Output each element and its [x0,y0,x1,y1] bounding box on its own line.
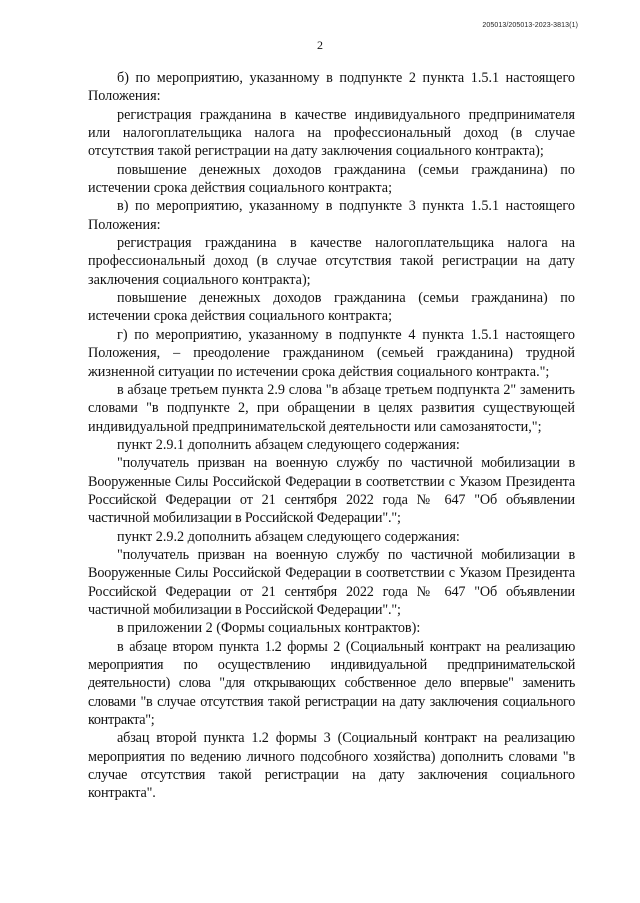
paragraph-2-9-1-text: "получатель призван на военную службу по частичной мобилизации в Вооруженные Силы Российской Федерации в соответствии с Указом Президента Российской Федерации от 21 сентября 2022 года № 647 "Об объявлении частичной мобилизации в Российской Федерации"."; [88,455,575,527]
paragraph-2-9-2-text: "получатель призван на военную службу по частичной мобилизации в Вооруженные Силы Российской Федерации в соответствии с Указом Президента Российской Федерации от 21 сентября 2022 года № 647 "Об объявлении частичной мобилизации в Российской Федерации"."; [88,546,575,618]
paragraph-b-income: повышение денежных доходов гражданина (семьи гражданина) по истечении срока действия социального контракта; [88,161,575,197]
paragraph-g: г) по мероприятию, указанному в подпункте 4 пункта 1.5.1 настоящего Положения, – преодоление гражданином (семьей гражданина) трудной жизненной ситуации по истечении срока действия социального контракта."; [88,326,575,380]
paragraph-appendix-2: в приложении 2 (Формы социальных контрактов): [117,620,421,637]
paragraph-v-income: повышение денежных доходов гражданина (семьи гражданина) по истечении срока действия социального контракта; [88,290,575,325]
paragraph-b-registration: регистрация гражданина в качестве индивидуального предпринимателя или налогоплательщика налога на профессиональный доход (в случае отсутствия такой регистрации на дату заключения социального контракта); [88,106,575,160]
paragraph-2-9-1-intro: пункт 2.9.1 дополнить абзацем следующего содержания: [117,436,460,453]
paragraph-v-intro: в) по мероприятию, указанному в подпункте 3 пункта 1.5.1 настоящего Положения: [88,198,575,233]
document-id: 205013/205013-2023-3813(1) [482,22,578,29]
paragraph-2-9-2-intro: пункт 2.9.2 дополнить абзацем следующего содержания: [117,528,460,545]
paragraph-form-3: абзац второй пункта 1.2 формы 3 (Социальный контракт на реализацию мероприятия по ведению личного подсобного хозяйства) дополнить словами "в случае отсутствия такой регистрации на дату заключения социального контракта". [88,730,575,802]
paragraph-b-intro: б) по мероприятию, указанному в подпункте 2 пункта 1.5.1 настоящего Положения: [88,70,575,105]
document-body [88,69,575,803]
paragraph-form-2: в абзаце втором пункта 1.2 формы 2 (Социальный контракт на реализацию мероприятия по осуществлению индивидуальной предпринимательской деятельности) слова "для открывающих собственное дело впервые" заменить словами "в случае отсутствия такой регистрации на дату заключения социального контракта"; [88,638,575,729]
paragraph-v-registration: регистрация гражданина в качестве налогоплательщика налога на профессиональный доход (в случае отсутствия такой регистрации на дату заключения социального контракта); [88,235,575,288]
page-number: 2 [317,38,323,52]
paragraph-2-9-amendment: в абзаце третьем пункта 2.9 слова "в абзаце третьем подпункта 2" заменить словами "в подпункте 2, при обращении в целях развития существующей индивидуальной предпринимательской деятельности или самозанятости,"; [88,381,575,435]
